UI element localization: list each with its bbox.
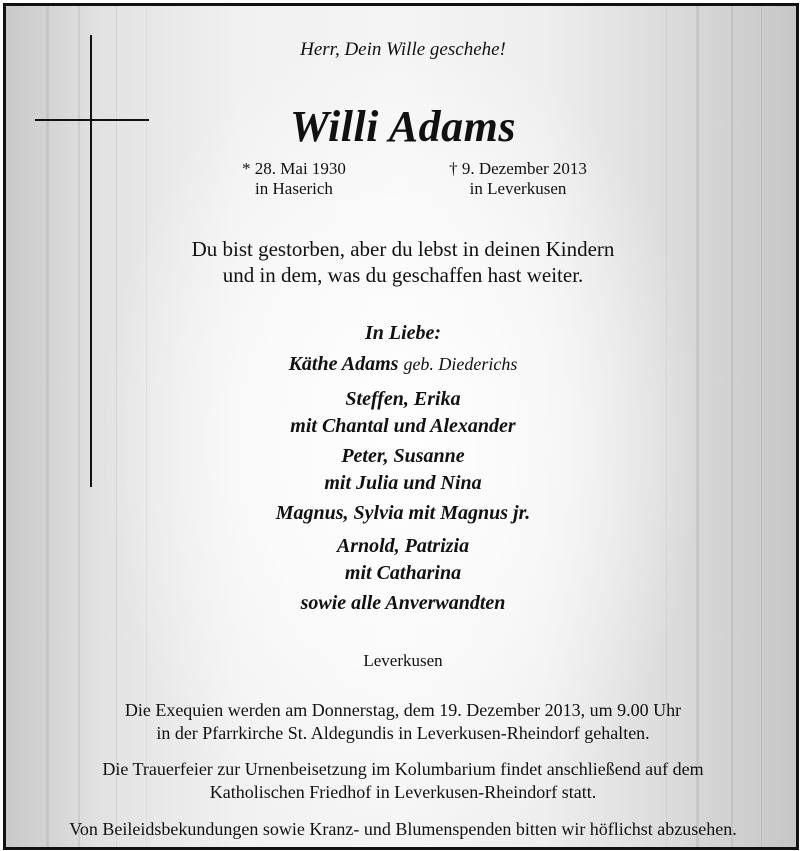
- quote-line: Du bist gestorben, aber du lebst in deinen Kindern: [191, 237, 615, 261]
- mourner-line: Steffen, Erika: [345, 388, 461, 410]
- death-place: in Leverkusen: [469, 179, 567, 198]
- condolences-notice: Von Beileidsbekundungen sowie Kranz- und Blumenspenden bitten wir höflichst abzusehen.: [69, 819, 737, 839]
- obituary-notice: [3, 3, 799, 850]
- mourner-line: mit Julia und Nina: [324, 472, 482, 494]
- birth-info: [224, 159, 364, 199]
- location: Leverkusen: [363, 651, 443, 670]
- notice-line: in der Pfarrkirche St. Aldegundis in Leverkusen-Rheindorf gehalten.: [156, 723, 650, 743]
- memorial-quote: [6, 236, 799, 288]
- spouse: [6, 353, 799, 376]
- mourner-group: [6, 533, 799, 587]
- notice-line: Katholischen Friedhof in Leverkusen-Rheindorf statt.: [209, 782, 597, 802]
- notice-line: Die Trauerfeier zur Urnenbeisetzung im Kolumbarium findet anschließend auf dem: [102, 759, 704, 779]
- exequien-notice: [6, 699, 799, 745]
- birth-place: in Haserich: [255, 179, 333, 198]
- mourner-line: mit Catharina: [344, 562, 462, 584]
- mourner-line: mit Chantal und Alexander: [290, 415, 516, 437]
- mourner-group: [6, 443, 799, 497]
- mourner-line: Arnold, Patrizia: [336, 535, 470, 557]
- spouse-maiden-name: geb. Diederichs: [403, 354, 518, 374]
- mourner-group: [6, 502, 799, 525]
- death-info: [438, 159, 598, 199]
- mourner-group: [6, 386, 799, 440]
- mourners-closing: sowie alle Anverwandten: [300, 592, 506, 614]
- notice-line: Die Exequien werden am Donnerstag, dem 19. Dezember 2013, um 9.00 Uhr: [124, 700, 682, 720]
- spouse-name: Käthe Adams: [288, 353, 399, 375]
- mourners-heading: In Liebe:: [364, 322, 442, 344]
- motto: Herr, Dein Wille geschehe!: [300, 39, 506, 60]
- mourner-line: Peter, Susanne: [341, 445, 465, 467]
- deceased-name: Willi Adams: [290, 102, 516, 151]
- quote-line: und in dem, was du geschaffen hast weiter.: [222, 263, 584, 287]
- mourner-line: Magnus, Sylvia mit Magnus jr.: [275, 502, 531, 524]
- death-date: † 9. Dezember 2013: [449, 159, 587, 178]
- birth-date: * 28. Mai 1930: [242, 159, 346, 178]
- trauerfeier-notice: [6, 758, 799, 804]
